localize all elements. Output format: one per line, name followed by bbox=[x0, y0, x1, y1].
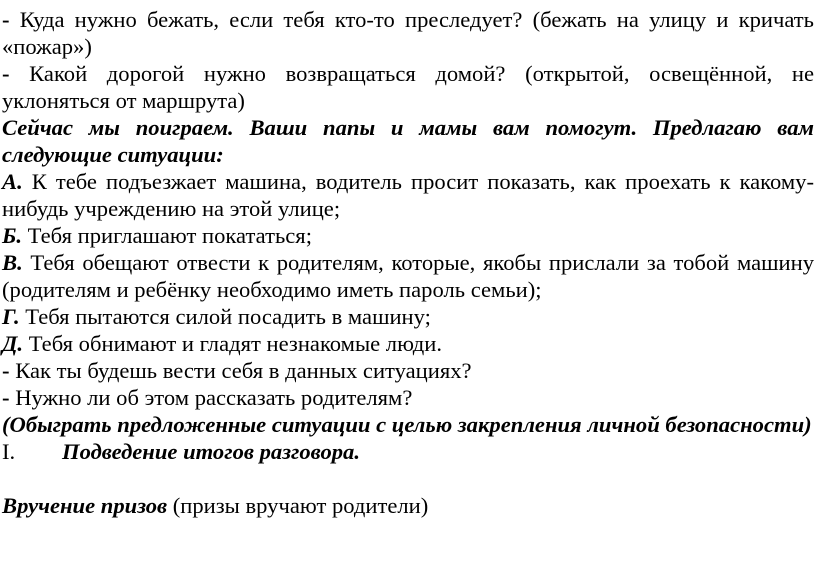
situation-letter: Д. bbox=[2, 331, 24, 356]
situation-letter: Г. bbox=[2, 304, 20, 329]
situation-letter: В. bbox=[2, 250, 23, 275]
dash-marker: - bbox=[2, 385, 16, 410]
situation-d bbox=[2, 330, 814, 357]
blank-line bbox=[2, 465, 814, 492]
question-text: Какой дорогой нужно возвращаться домой? (открытой, освещённой, не уклоняться от маршрута) bbox=[2, 61, 814, 113]
award-text: (призы вручают родители) bbox=[167, 493, 429, 518]
question-route-home bbox=[2, 60, 814, 114]
game-intro: Сейчас мы поиграем. Ваши папы и мамы вам помогут. Предлагаю вам следующие ситуации: bbox=[2, 115, 814, 167]
situation-b bbox=[2, 222, 814, 249]
section-numeral: I. bbox=[2, 439, 16, 464]
question-text: Как ты будешь вести себя в данных ситуациях? bbox=[15, 358, 472, 383]
dash-marker: - bbox=[2, 358, 16, 383]
situation-a bbox=[2, 168, 814, 222]
situation-g bbox=[2, 303, 814, 330]
situation-text: Тебя приглашают покататься; bbox=[22, 223, 312, 248]
award-title: Вручение призов bbox=[2, 493, 168, 518]
situation-text: Тебя обнимают и гладят незнакомые люди. bbox=[23, 331, 443, 356]
section-title: Подведение итогов разговора. bbox=[62, 439, 360, 464]
situation-v bbox=[2, 249, 814, 303]
section-heading bbox=[2, 438, 814, 465]
question-tell-parents bbox=[2, 384, 814, 411]
question-run-location bbox=[2, 6, 814, 60]
situation-text: Тебя пытаются силой посадить в машину; bbox=[19, 304, 431, 329]
dash-marker: - bbox=[2, 61, 30, 86]
document-page bbox=[2, 6, 814, 519]
situation-text: К тебе подъезжает машина, водитель просит показать, как проехать к какому-нибудь учреждению на этой улице; bbox=[2, 169, 814, 221]
question-text: Куда нужно бежать, если тебя кто-то преследует? (бежать на улицу и кричать «пожар») bbox=[2, 7, 814, 59]
situation-text: Тебя обещают отвести к родителям, которые, якобы прислали за тобой машину (родителям и ребёнку необходимо иметь пароль семьи); bbox=[2, 250, 814, 302]
question-text: Нужно ли об этом рассказать родителям? bbox=[15, 385, 413, 410]
situation-letter: Б. bbox=[2, 223, 23, 248]
award-line bbox=[2, 492, 814, 519]
question-behavior bbox=[2, 357, 814, 384]
situation-letter: А. bbox=[2, 169, 23, 194]
dash-marker: - bbox=[2, 7, 20, 32]
staging-note: (Обыграть предложенные ситуации с целью закрепления личной безопасности) bbox=[2, 412, 812, 437]
